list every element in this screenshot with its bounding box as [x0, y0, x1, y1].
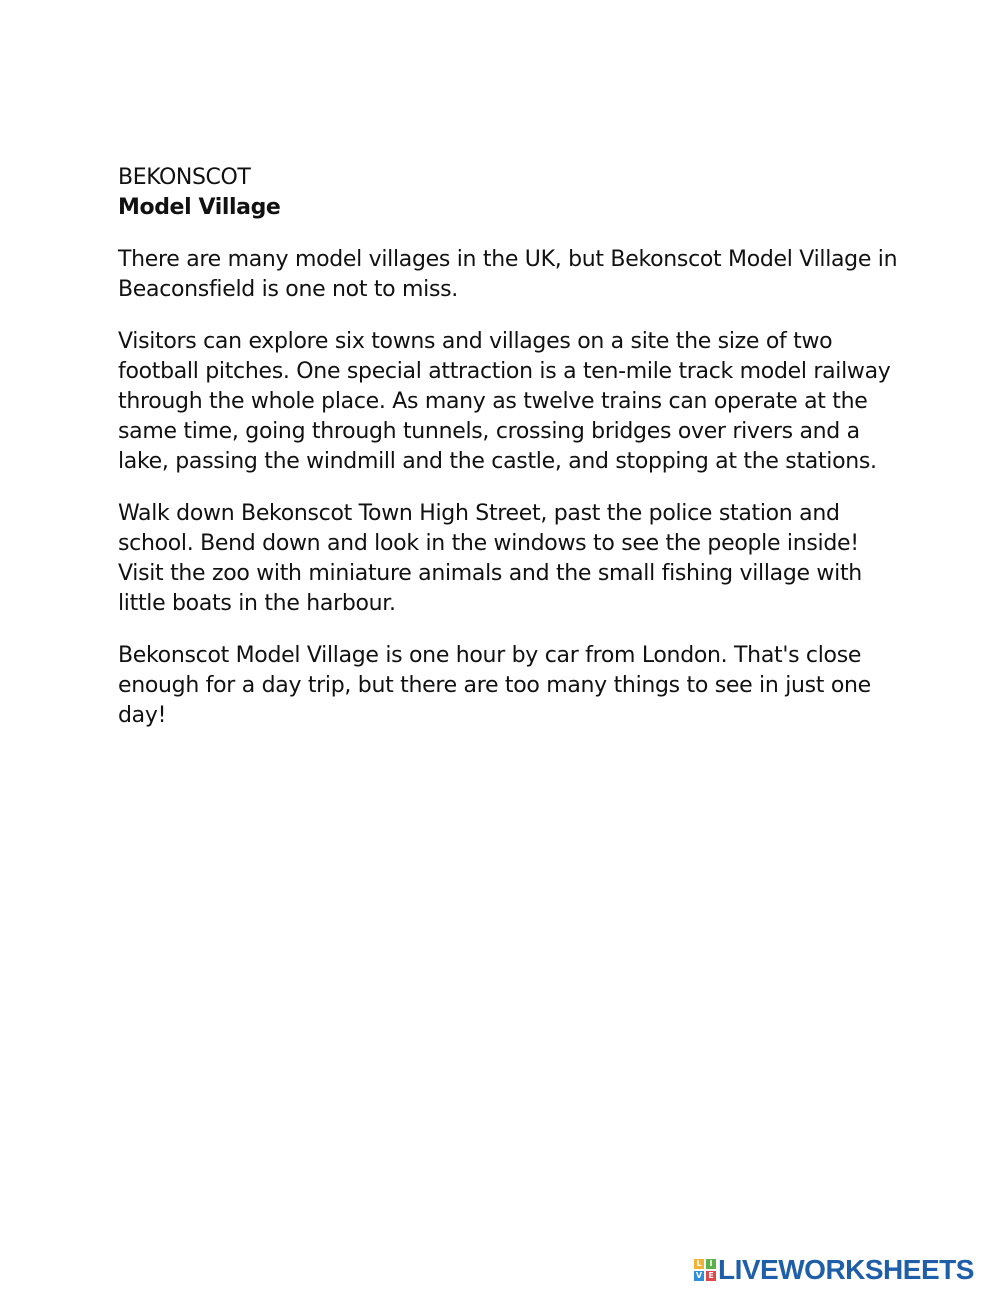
liveworksheets-logo — [694, 1255, 974, 1285]
document-title: BEKONSCOT — [118, 165, 251, 190]
document-subtitle: Model Village — [118, 195, 281, 220]
worksheet-page — [118, 163, 898, 731]
paragraph-travel: Bekonscot Model Village is one hour by car from London. That's close enough for a day trip, but there are too many things to see in just one day! — [118, 643, 871, 728]
paragraph-visitors: Visitors can explore six towns and villages on a site the size of two football pitches. One special attraction is a ten-mile track model railway through the whole place. As many as twelve trains can operate at the same time, going through tunnels, crossing bridges over rivers and a lake, passing the windmill and the castle, and stopping at the stations. — [118, 329, 891, 474]
paragraph-intro: There are many model villages in the UK, but Bekonscot Model Village in Beaconsfield is one not to miss. — [118, 247, 898, 302]
logo-wordmark: LIVEWORKSHEETS — [718, 1254, 974, 1285]
logo-mark-e: E — [706, 1271, 716, 1281]
logo-mark-v: V — [695, 1271, 703, 1280]
paragraph-high-street: Walk down Bekonscot Town High Street, past the police station and school. Bend down and look in the windows to see the people inside! Visit the zoo with miniature animals and the small fishing village with little boats in the harbour. — [118, 501, 862, 616]
logo-mark-l: L — [694, 1259, 704, 1269]
logo-mark-i: I — [706, 1259, 716, 1269]
liveworksheets-logo-icon — [694, 1259, 716, 1281]
